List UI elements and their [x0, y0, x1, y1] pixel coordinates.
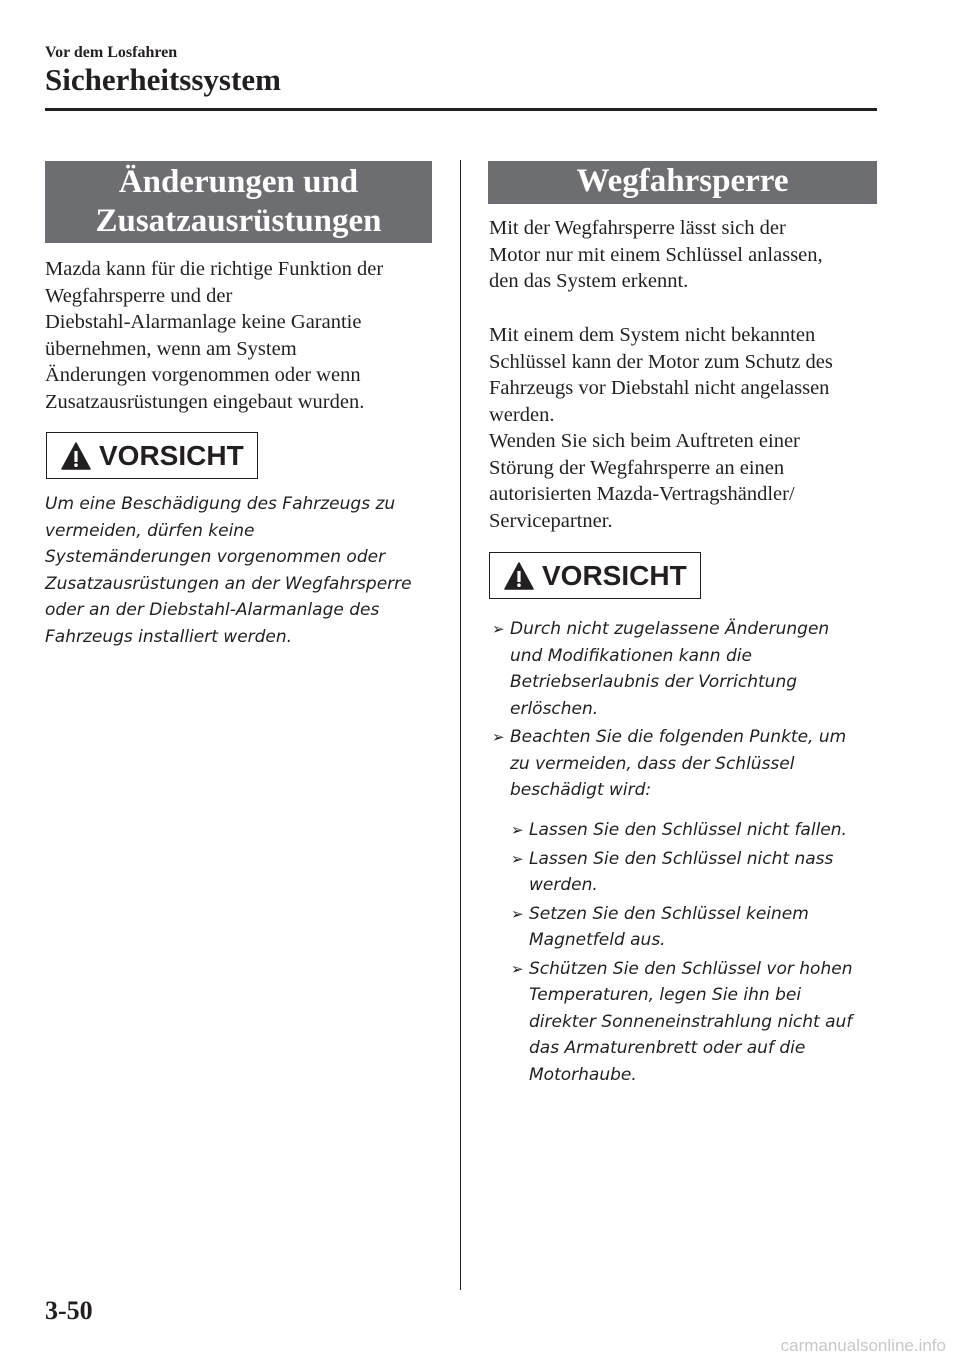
- text-line: Schützen Sie den Schlüssel vor hohen: [529, 958, 853, 979]
- text-line: Wenden Sie sich beim Auftreten einer: [489, 430, 800, 452]
- caution-bullet-list: [492, 616, 877, 806]
- text-line: Motor nur mit einem Schlüssel anlassen,: [489, 243, 823, 266]
- section-title: Sicherheitssystem: [45, 62, 281, 97]
- caution-sub-bullet-list: [511, 817, 877, 1090]
- text-line: Servicepartner.: [489, 509, 613, 532]
- arrow-bullet-icon: ➢: [492, 620, 505, 638]
- list-item: [511, 817, 877, 844]
- right-paragraph-1: [489, 215, 879, 295]
- text-line: Setzen Sie den Schlüssel keinem: [529, 903, 809, 924]
- text-line: den das System erkennt.: [489, 270, 689, 292]
- list-item: [492, 616, 877, 722]
- arrow-bullet-icon: ➢: [511, 821, 524, 839]
- text-line: Systemänderungen vorgenommen oder: [45, 547, 386, 567]
- chapter-label: Vor dem Losfahren: [45, 44, 178, 61]
- text-line: Fahrzeugs installiert werden.: [45, 626, 293, 647]
- text-line: Zusatzausrüstungen an der Wegfahrsperre: [45, 573, 412, 594]
- text-line: übernehmen, wenn am System: [45, 337, 297, 360]
- list-item: [492, 724, 877, 804]
- text-line: Änderungen vorgenommen oder wenn: [45, 364, 361, 386]
- list-item: [511, 956, 877, 1089]
- text-line: Durch nicht zugelassene Änderungen: [510, 619, 830, 639]
- text-line: und Modifikationen kann die: [510, 645, 752, 666]
- left-banner-line2: Zusatzausrüstungen: [95, 203, 382, 239]
- arrow-bullet-icon: ➢: [511, 849, 524, 868]
- caution-label: VORSICHT: [99, 439, 244, 471]
- text-line: Mit der Wegfahrsperre lässt sich der: [489, 217, 786, 239]
- list-item: [511, 846, 877, 899]
- text-line: Schlüssel kann der Motor zum Schutz des: [489, 350, 833, 373]
- text-line: Fahrzeugs vor Diebstahl nicht angelassen: [489, 377, 830, 399]
- text-line: werden.: [529, 875, 598, 895]
- text-line: Mit einem dem System nicht bekannten: [489, 324, 816, 346]
- text-line: Mazda kann für die richtige Funktion der: [45, 258, 384, 280]
- header-rule: [45, 108, 877, 111]
- text-line: Lassen Sie den Schlüssel nicht fallen.: [529, 820, 847, 840]
- right-banner: Wegfahrsperre: [488, 161, 877, 204]
- left-body-text: [45, 256, 445, 415]
- text-line: Um eine Beschädigung des Fahrzeugs zu: [45, 494, 396, 514]
- text-line: Lassen Sie den Schlüssel nicht nass: [529, 848, 834, 869]
- arrow-bullet-icon: ➢: [511, 959, 524, 978]
- text-line: oder an der Diebstahl-Alarmanlage des: [45, 600, 380, 620]
- text-line: Motorhaube.: [529, 1064, 637, 1085]
- text-line: Magnetfeld aus.: [529, 930, 666, 950]
- list-item: [511, 901, 877, 954]
- left-caution-text: [45, 491, 455, 650]
- text-line: Zusatzausrüstungen eingebaut wurden.: [45, 390, 365, 413]
- right-paragraph-2: [489, 322, 879, 534]
- arrow-bullet-icon: ➢: [492, 728, 505, 746]
- text-line: direkter Sonneneinstrahlung nicht auf: [529, 1011, 853, 1032]
- text-line: beschädigt wird:: [510, 780, 652, 800]
- watermark: carmanualsonline.info: [780, 1336, 946, 1355]
- text-line: das Armaturenbrett oder auf die: [529, 1038, 806, 1058]
- warning-triangle-icon: [61, 442, 91, 470]
- text-line: Wegfahrsperre und der: [45, 284, 233, 307]
- text-line: werden.: [489, 403, 555, 426]
- text-line: zu vermeiden, dass der Schlüssel: [510, 753, 795, 774]
- arrow-bullet-icon: ➢: [511, 904, 524, 923]
- left-banner: [45, 161, 432, 243]
- text-line: Betriebserlaubnis der Vorrichtung: [510, 672, 798, 692]
- text-line: Beachten Sie die folgenden Punkte, um: [510, 727, 847, 747]
- text-line: Störung der Wegfahrsperre an einen: [489, 456, 785, 479]
- text-line: autorisierten Mazda-Vertragshändler/: [489, 483, 795, 505]
- warning-triangle-icon: [504, 562, 534, 590]
- text-line: Temperaturen, legen Sie ihn bei: [529, 985, 802, 1005]
- caution-label: VORSICHT: [542, 559, 687, 591]
- column-divider: [460, 160, 461, 1290]
- text-line: Diebstahl-Alarmanlage keine Garantie: [45, 311, 362, 333]
- left-caution-box: [46, 432, 258, 479]
- left-banner-line1: Änderungen und: [118, 164, 359, 200]
- right-caution-box: [489, 552, 701, 599]
- text-line: vermeiden, dürfen keine: [45, 520, 255, 541]
- page-number: 3-50: [45, 1296, 93, 1325]
- text-line: erlöschen.: [510, 698, 599, 719]
